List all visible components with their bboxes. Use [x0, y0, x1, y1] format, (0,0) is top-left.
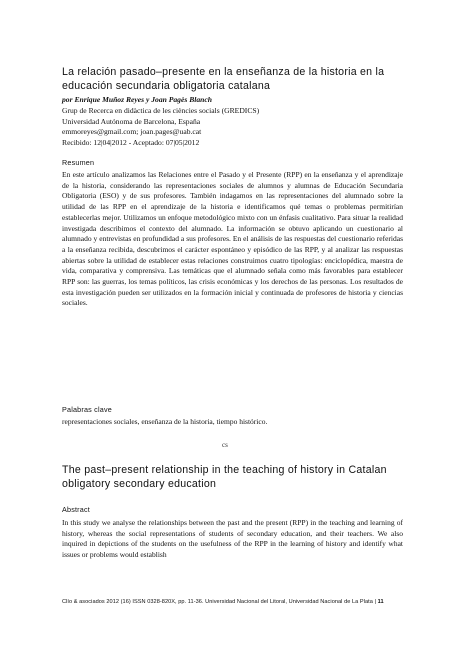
abstract-text: In this study we analyse the relationships between the past and the present (RPP) in the teaching and learning of history, whereas the social representations of students of secondary education, and their teachers. We also inquired in depictions of the students on the usefulness of the RPP in the learning of history and identify what issues or problems would establish: [62, 518, 403, 560]
author-emails: emmoreyes@gmail.com; joan.pages@uab.cat: [62, 127, 202, 137]
article-authors: por Enrique Muñoz Reyes y Joan Pagès Blanch: [62, 95, 212, 104]
affiliation-university: Universidad Autónoma de Barcelona, España: [62, 116, 201, 126]
article-title-english: The past–present relationship in the teaching of history in Catalan obligatory secondary education: [62, 464, 387, 490]
resumen-heading: Resumen: [62, 158, 95, 167]
section-divider-ornament: cs: [222, 441, 228, 449]
received-accepted-dates: Recibido: 12|04|2012 - Aceptado: 07|05|2012: [62, 137, 200, 147]
keywords-text: representaciones sociales, enseñanza de la historia, tiempo histórico.: [62, 417, 268, 426]
keywords-heading: Palabras clave: [62, 405, 112, 414]
article-title-spanish: La relación pasado–presente en la enseñanza de la historia en la educación secundaria obligatoria catalana: [62, 66, 385, 92]
journal-citation: Clío & asociados 2012 (16) ISSN 0328-820X, pp. 11-36. Universidad Nacional del Litoral, Universidad Nacional de La Plata |: [62, 599, 377, 605]
resumen-text: En este artículo analizamos las Relaciones entre el Pasado y el Presente (RPP) en la enseñanza y el aprendizaje de la historia, considerando las representaciones sociales de alumnos y alumnas de Educación Secundaria Obligatoria (ESO) y de sus profesores. También indagamos en las representaciones del alumnado sobre la utilidad de las RPP en el aprendizaje de la historia e identificamos qué temas o problemas permitirían establecerlas mejor. Utilizamos un enfoque metodológico mixto con un énfasis cualitativo. Para situar la realidad investigada describimos el contexto del alumnado. La información se obtuvo aplicando un cuestionario al alumnado y entrevistas en profundidad a sus profesores. En el análisis de las respuestas del cuestionario referidas a la enseñanza recibida, descubrimos el carácter espontáneo y episódico de las RPP, y al analizar las respuestas abiertas sobre la utilidad de establecer estas relaciones construimos cuatro tipologías: enciclopédica, maestra de vida, comparativa y comprensiva. Las temáticas que el alumnado señala como más favorables para establecer RPP son: las guerras, los temas políticos, las crisis económicas y los derechos de las personas. Los resultados de esta investigación pueden ser utilizados en la formación inicial y continuada de profesores de historia y ciencias sociales.: [62, 170, 403, 308]
page-number: 11: [377, 599, 384, 605]
article-metadata: [62, 106, 259, 148]
page-footer: [62, 599, 407, 605]
affiliation-group: Grup de Recerca en didàctica de les ciències socials (GREDICS): [62, 106, 260, 115]
abstract-heading: Abstract: [62, 505, 90, 514]
